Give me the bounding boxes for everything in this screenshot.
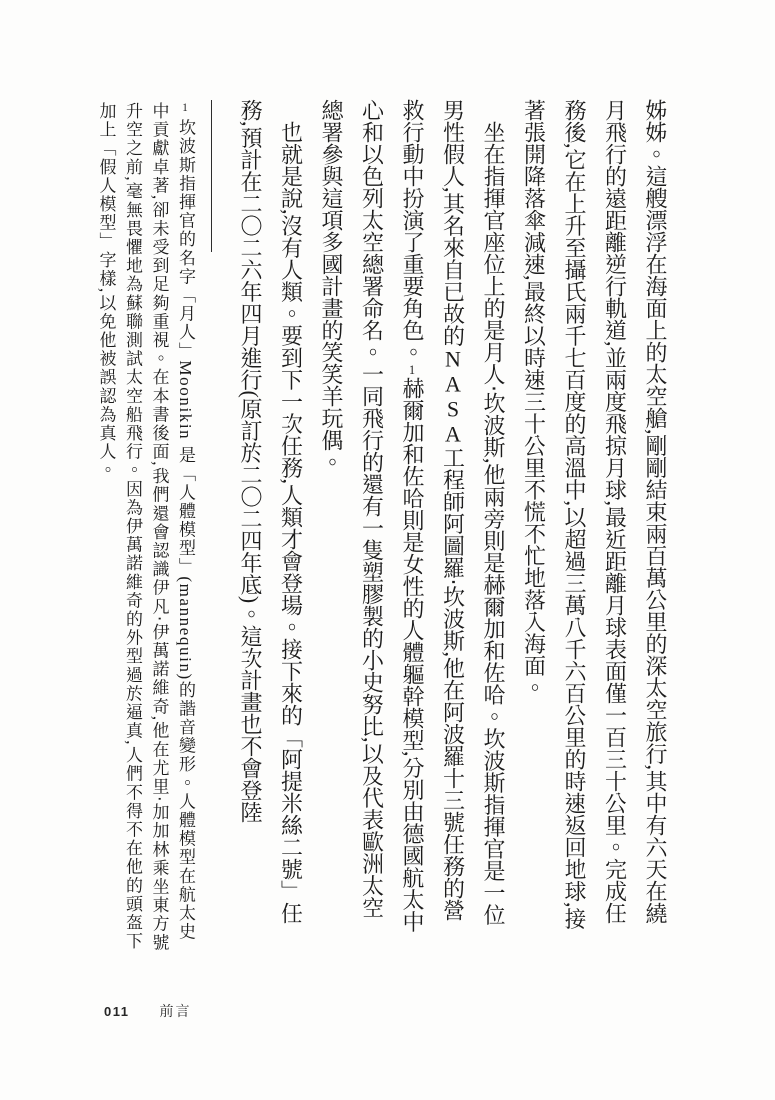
text-segment: )的諧音變形。人體模型在航太史中貢獻卓著,卻未受到足夠重視。在本書後面,我們還會認識伊凡‧伊萬諾維奇,他在尤里‧加加林乘坐東方號升空之前,毫無畏懼地為蘇聯測試太空船飛行。因為伊萬諾維奇的外型過於逼真,人們不得不在他的頭盔下加上「假人模型」字樣,以免他被誤認為真人。 xyxy=(96,102,195,952)
text-segment: 姊姊。這艘漂浮在海面上的太空艙,剛剛結束兩百萬公里的深太空旅行,其中有六天在繞月飛行的遠距離逆行軌道,並兩度飛掠月球,最近距離月球表面僅一百三十公里。完成任務後,它在上升至攝氏兩千七百度的高溫中,以超過三萬八千六百公里的時速返回地球,接著張開降落傘減速,最終以時速三十公里不慌不忙地落入海面。 xyxy=(521,99,668,930)
latin-text-segment: Moonikin xyxy=(176,360,195,441)
footnote-reference-marker: 1 xyxy=(405,363,419,377)
footnote-divider xyxy=(211,100,212,252)
text-segment: 是「人體模型」( xyxy=(176,440,195,584)
text-segment: 也就是說,沒有人類。要到下一次任務,人類才會登場。接下來的「阿提米絲二號」任務,預計在二〇二六年四月進行(原訂於二〇二四年底)。這次計畫也不會登陸 xyxy=(238,99,304,924)
footnote-number: 1 xyxy=(179,102,191,116)
latin-text-segment: NASA xyxy=(440,346,466,447)
chapter-title: 前言 xyxy=(159,1005,192,1020)
page-number: 011 xyxy=(104,1004,130,1019)
paragraph-3 xyxy=(230,99,311,937)
text-segment: 赫爾加和佐哈則是女性的人體軀幹模型,分別由德國航太中心和以色列太空總署命名。一同飛行的還有一隻塑膠製的小史努比,以及代表歐洲太空總署參與這項多國計畫的笑笑羊玩偶。 xyxy=(319,99,425,933)
text-segment: 坎波斯指揮官的名字「月人」 xyxy=(176,118,195,361)
latin-text-segment: mannequin xyxy=(176,583,195,674)
paragraph-1 xyxy=(513,99,675,937)
text-segment: 工程師阿圖羅‧坎波斯,他在阿波羅十三號任務的營救行動中扮演了重要角色。 xyxy=(400,99,466,921)
paragraph-2 xyxy=(311,99,514,937)
main-text xyxy=(230,99,676,937)
text-segment: 坐在指揮官座位上的是月人‧坎波斯,他兩旁則是赫爾加和佐哈。坎波斯指揮官是一位男性假人,其名來自已故的 xyxy=(440,99,506,926)
footnote-text xyxy=(92,102,198,958)
page-footer xyxy=(104,1001,191,1021)
